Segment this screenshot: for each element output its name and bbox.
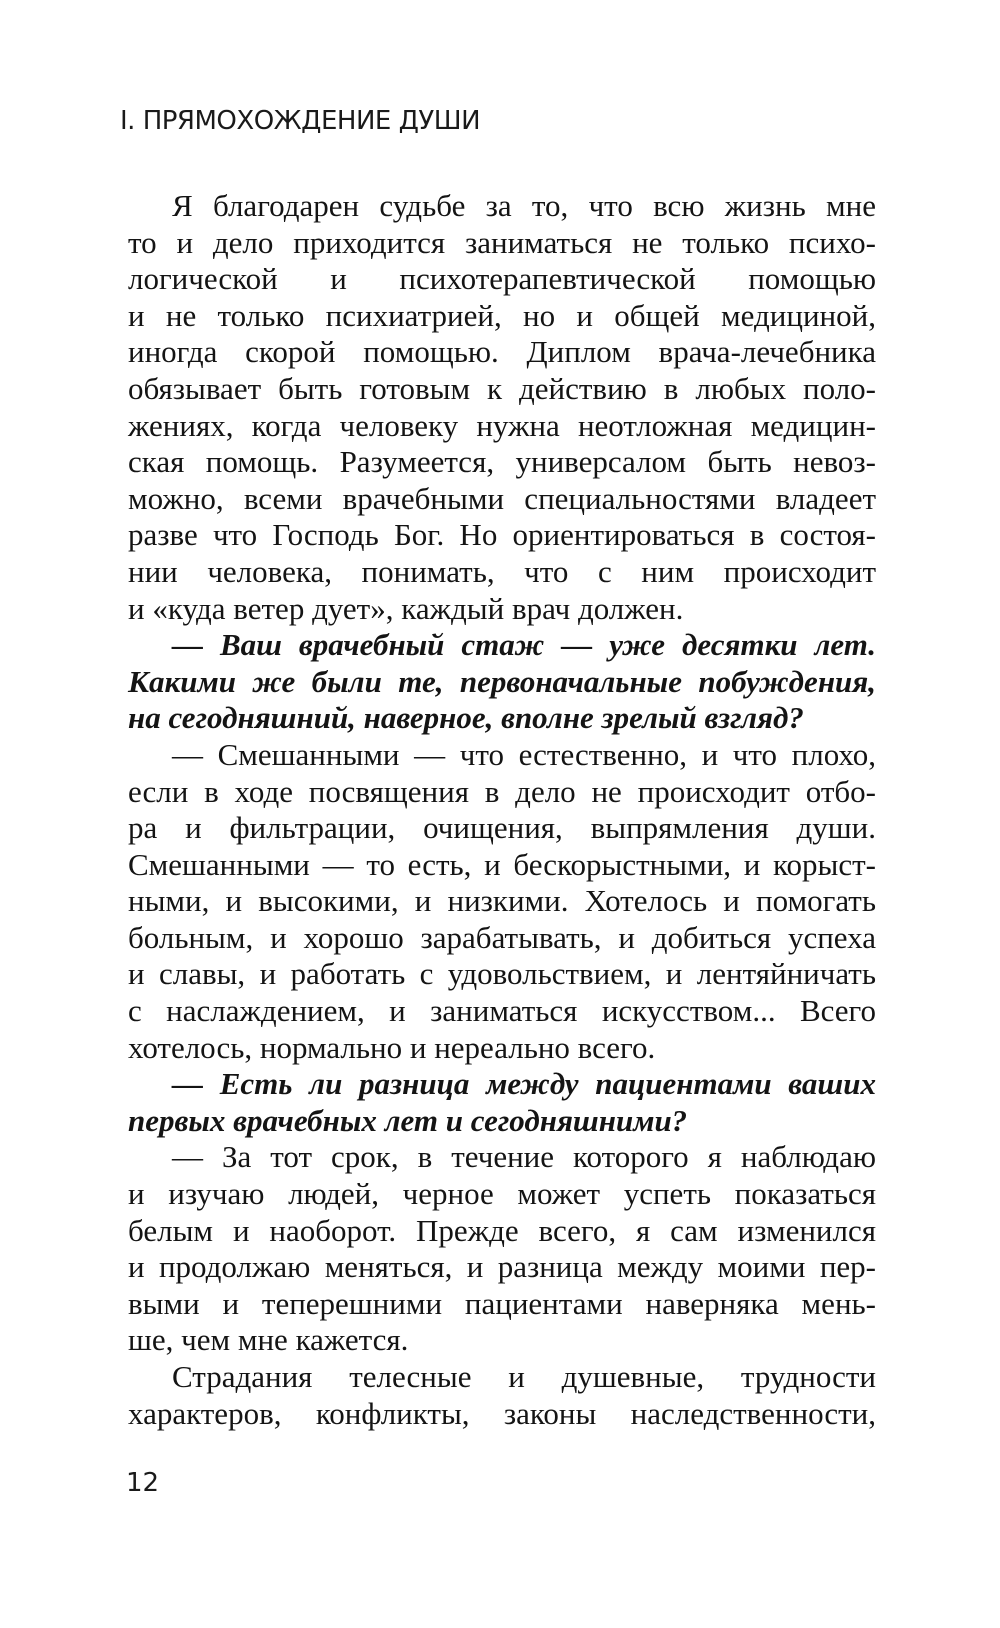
- question-line: — Есть ли разница между пациентами ваших: [172, 1066, 876, 1102]
- text-line: и не только психиатрией, но и общей медициной,: [128, 297, 876, 333]
- text-line: можно, всеми врачебными специальностями владеет: [128, 480, 876, 516]
- text-line: хотелось, нормально и нереально всего.: [128, 1029, 656, 1065]
- text-line: ше, чем мне кажется.: [128, 1322, 409, 1358]
- text-line: нии человека, понимать, что с ним происходит: [128, 553, 876, 589]
- text-line: ра и фильтрации, очищения, выпрямления души.: [128, 810, 876, 846]
- running-head: I. ПРЯМОХОЖДЕНИЕ ДУШИ: [120, 106, 481, 136]
- text-line: и «куда ветер дует», каждый врач должен.: [128, 590, 684, 626]
- text-line: если в ходе посвящения в дело не происходит отбо-: [128, 773, 876, 809]
- text-line: Смешанными — то есть, и бескорыстными, и корыст-: [128, 846, 876, 882]
- question-line: Какими же были те, первоначальные побуждения,: [128, 663, 876, 699]
- text-line: разве что Господь Бог. Но ориентироваться в состоя-: [128, 517, 876, 553]
- page-number: 12: [126, 1468, 160, 1498]
- text-line: логической и психотерапевтической помощью: [128, 261, 876, 297]
- text-line: — За тот срок, в течение которого я наблюдаю: [172, 1139, 876, 1175]
- text-line: обязывает быть готовым к действию в любых поло-: [128, 370, 876, 406]
- text-line: ными, и высокими, и низкими. Хотелось и помогать: [128, 883, 876, 919]
- text-line: белым и наоборот. Прежде всего, я сам изменился: [128, 1212, 876, 1248]
- text-line: Я благодарен судьбе за то, что всю жизнь мне: [172, 188, 876, 223]
- text-line: ская помощь. Разумеется, универсалом быть невоз-: [128, 444, 876, 480]
- text-line: и продолжаю меняться, и разница между моими пер-: [128, 1249, 876, 1285]
- text-line: иногда скорой помощью. Диплом врача-лечебника: [128, 334, 876, 370]
- text-line: больным, и хорошо зарабатывать, и добиться успеха: [128, 919, 876, 955]
- text-line: жениях, когда человеку нужна неотложная медицин-: [128, 407, 876, 443]
- text-line: выми и теперешними пациентами наверняка мень-: [128, 1285, 876, 1321]
- question-line: — Ваш врачебный стаж — уже десятки лет.: [172, 627, 876, 663]
- text-line: — Смешанными — что естественно, и что плохо,: [172, 736, 876, 772]
- question-line: первых врачебных лет и сегодняшними?: [128, 1102, 688, 1138]
- text-line: Страдания телесные и душевные, трудности: [172, 1359, 876, 1394]
- text-line: и изучаю людей, черное может успеть показаться: [128, 1176, 876, 1212]
- text-line: то и дело приходится заниматься не только психо-: [128, 224, 876, 260]
- text-line: и славы, и работать с удовольствием, и лентяйничать: [128, 956, 876, 992]
- text-line: с наслаждением, и заниматься искусством... Всего: [128, 993, 876, 1029]
- text-line: характеров, конфликты, законы наследственности,: [128, 1395, 876, 1431]
- question-line: на сегодняшний, наверное, вполне зрелый взгляд?: [128, 700, 804, 736]
- body-text: [128, 188, 876, 1432]
